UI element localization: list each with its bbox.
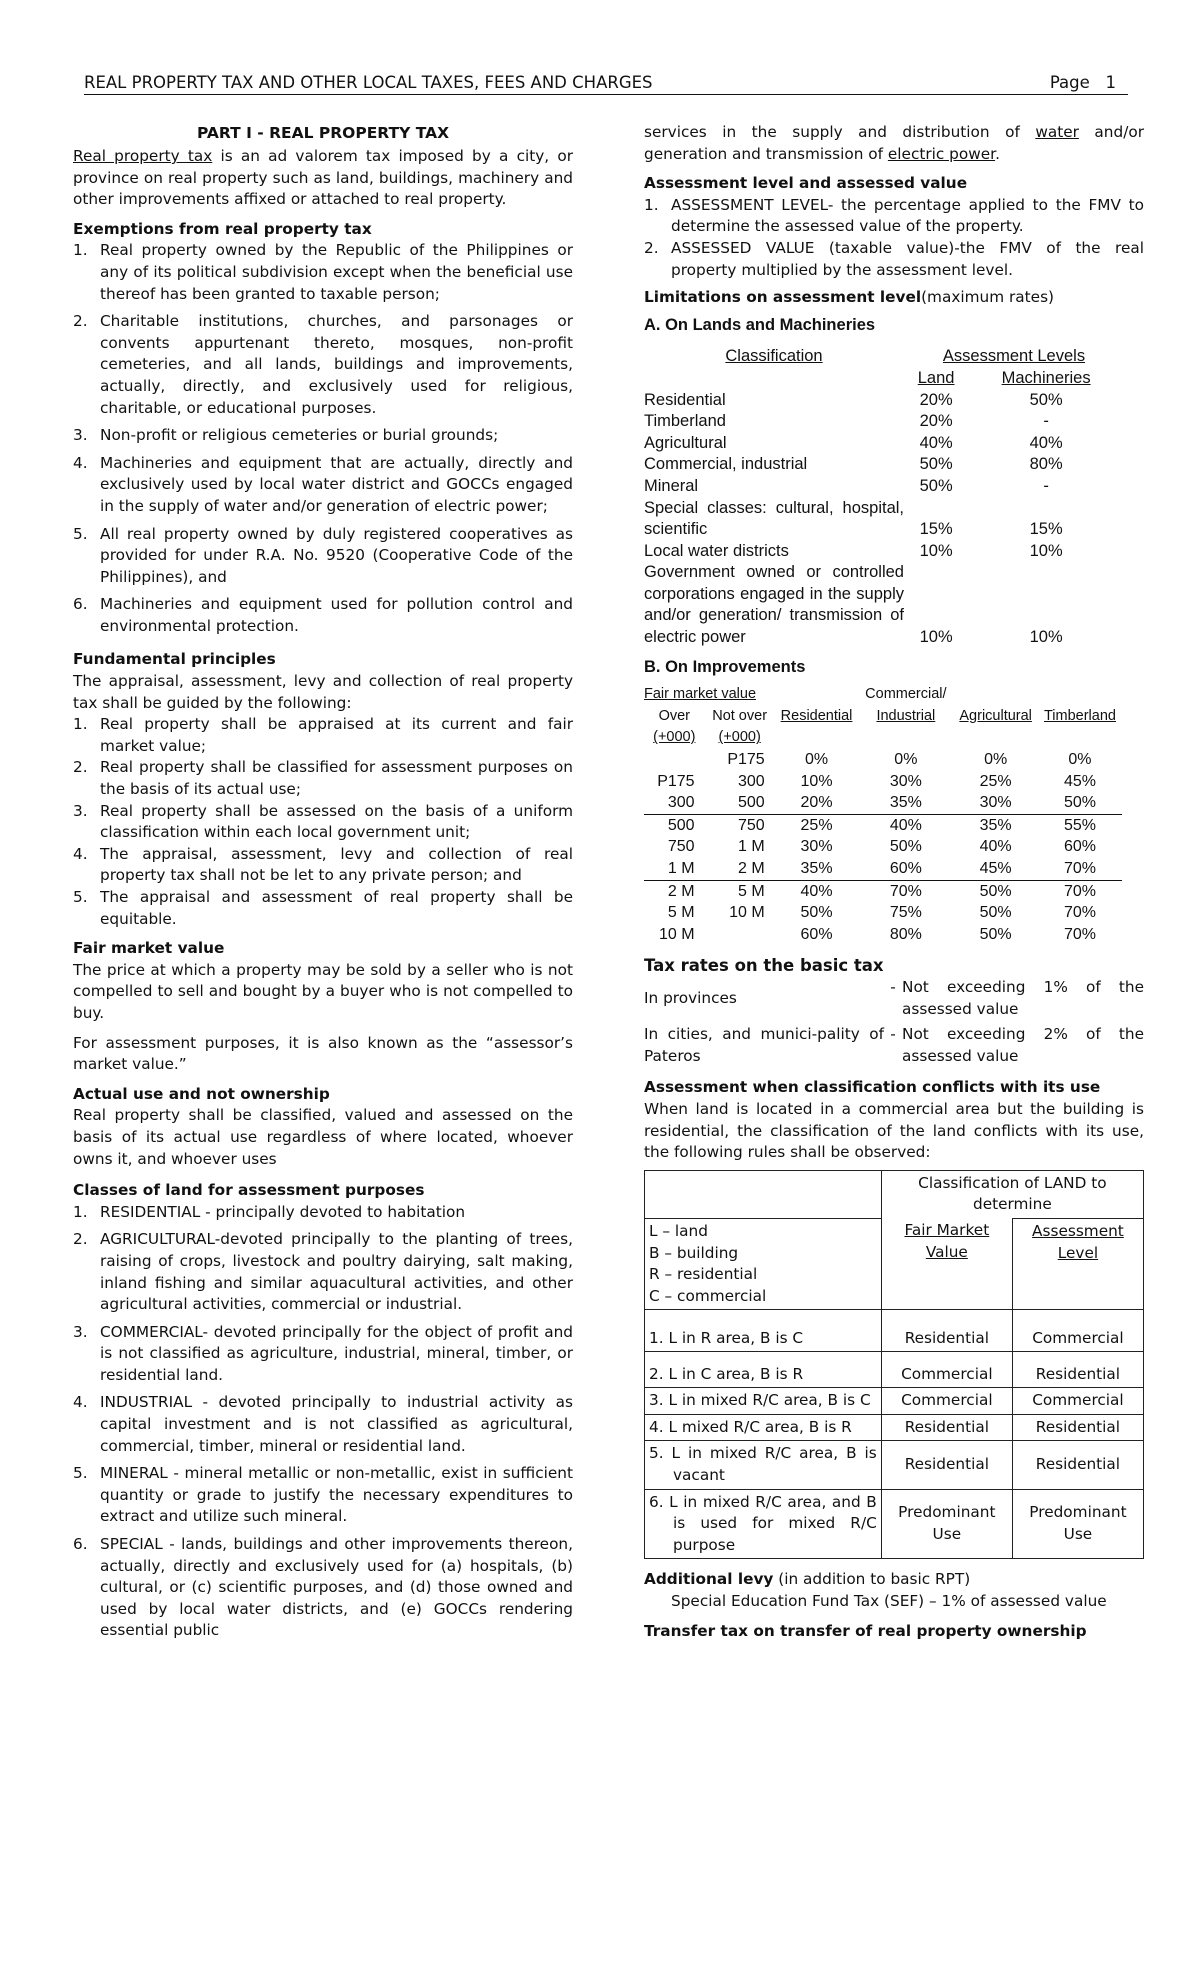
table-row: [644, 792, 1122, 814]
improvements-cell: 45%: [1063, 772, 1096, 790]
improvements-cell: [644, 749, 705, 771]
col-timberland: Timberland: [1043, 707, 1116, 724]
transfer-tax-heading: Transfer tax on transfer of real property ownership: [644, 1621, 1087, 1640]
case-cell: 5. L in mixed R/C area, B is vacant: [645, 1441, 882, 1489]
machineries-cell: 80%: [1029, 455, 1063, 474]
land-cell: 40%: [919, 433, 953, 452]
table-row: [644, 411, 1124, 433]
legend-item: R – residential: [649, 1265, 758, 1284]
table-row: [644, 814, 1122, 836]
improvements-cell: 300: [644, 792, 705, 814]
improvements-cell: 40%: [800, 882, 833, 900]
table-row: [644, 771, 1122, 793]
item-text: COMMERCIAL- devoted principally for the object of profit and is not classified as agriculture, industrial, mineral, timber, or residential land.: [100, 1322, 573, 1384]
additional-levy-heading: [644, 1569, 1144, 1591]
improvements-cell: 60%: [800, 925, 833, 943]
item-text: AGRICULTURAL-devoted principally to the planting of trees, raising of crops, livestock and poultry dairying, salt making, inland fishing and similar aquacultural activities, and other agricultural activities, commercial or industrial.: [100, 1230, 573, 1314]
item-text: Real property shall be appraised at its current and fair market value;: [100, 715, 573, 755]
improvements-cell: 0%: [984, 751, 1008, 769]
machineries-cell: -: [1043, 476, 1049, 495]
levy-title: Additional levy: [644, 1570, 774, 1589]
improvements-cell: 30%: [953, 792, 1038, 814]
actual-use-paragraph: Real property shall be classified, valued and assessed on the basis of its actual use regardless of where located, whoever owns it, and whoever uses: [73, 1106, 573, 1168]
item-text: Machineries and equipment that are actually, directly and exclusively used by local water district and GOCCs engaged in the supply of water and/or generation of electric power;: [100, 453, 573, 515]
classification-cell: Residential: [644, 390, 726, 409]
list-item: [73, 887, 573, 930]
improvements-cell: 50%: [800, 904, 833, 922]
assessment-level-cell: Predominant Use: [1012, 1489, 1143, 1559]
item-text: All real property owned by duly registered cooperatives as provided for under R.A. No. 9520 (Cooperative Code of the Philippines), and: [100, 524, 573, 586]
col-over: Over: [658, 707, 690, 724]
col-assessment-levels: Assessment Levels: [942, 347, 1086, 366]
improvements-cell: 70%: [889, 882, 922, 900]
classification-cell: Commercial, industrial: [644, 455, 808, 474]
improvements-cell: 25%: [800, 816, 833, 834]
classification-cell: Special classes: cultural, hospital, scientific: [644, 498, 904, 539]
part-title: PART I - REAL PROPERTY TAX: [196, 124, 450, 142]
actual-use-heading: Actual use and not ownership: [73, 1084, 330, 1103]
improvements-cell: 50%: [979, 904, 1012, 922]
header-title: REAL PROPERTY TAX AND OTHER LOCAL TAXES, FEES AND CHARGES: [84, 73, 653, 92]
improvements-cell: 750: [737, 816, 765, 834]
rate-dash: -: [890, 977, 896, 996]
machineries-cell: 10%: [1029, 541, 1063, 560]
item-number: 4.: [73, 1393, 88, 1412]
item-number: 6.: [73, 595, 88, 614]
table-row: [644, 476, 1124, 498]
table-row: [644, 924, 1122, 946]
improvements-cell: 5 M: [738, 882, 765, 900]
improvements-cell: 45%: [953, 858, 1038, 880]
item-text: SPECIAL - lands, buildings and other improvements thereon, actually, directly and exclusively used for (a) hospitals, (b) cultural, or (c) scientific purposes, and (d) those owned and used by local water districts, and (e) GOCCs rendering essential public: [100, 1535, 573, 1640]
improvements-cell: 40%: [889, 816, 922, 834]
fmv-cell: Commercial: [881, 1352, 1012, 1388]
term-water: water: [1035, 123, 1079, 141]
intro-paragraph: [73, 146, 573, 211]
assessment-level-list: [644, 195, 1144, 281]
col-classification: Classification: [725, 347, 823, 366]
improvements-cell: 300: [737, 772, 765, 790]
col-land: Land: [917, 368, 955, 387]
improvements-cell: 1 M: [738, 838, 765, 856]
rate-row: [644, 1020, 1144, 1067]
list-item: [73, 714, 573, 757]
table-row: [644, 454, 1124, 476]
case-cell: 6. L in mixed R/C area, and B is used for mixed R/C purpose: [645, 1489, 882, 1559]
conflict-heading: Assessment when classification conflicts with its use: [644, 1078, 1101, 1097]
improvements-cell: 70%: [1038, 858, 1122, 880]
table-row: [645, 1352, 1144, 1388]
land-cell: 50%: [919, 455, 953, 474]
improvements-cell: 40%: [979, 838, 1012, 856]
item-number: 1.: [644, 195, 659, 214]
item-text: The appraisal and assessment of real property shall be equitable.: [100, 888, 573, 928]
item-text: INDUSTRIAL - devoted principally to industrial activity as capital investment and is not classified as agricultural, commercial, timber, mineral or residential land.: [100, 1393, 573, 1455]
list-item: [73, 1392, 573, 1457]
improvements-cell: 60%: [1063, 838, 1096, 856]
item-text: Machineries and equipment used for pollution control and environmental protection.: [100, 595, 573, 635]
rate-row: [644, 977, 1144, 1020]
fmv-cell: Residential: [881, 1414, 1012, 1441]
list-item: [73, 757, 573, 800]
list-item: [644, 238, 1144, 281]
list-item: [73, 1229, 573, 1315]
item-text: Non-profit or religious cemeteries or burial grounds;: [100, 426, 499, 445]
improvements-cell: 55%: [1063, 816, 1096, 834]
col-fmv: Fair market value: [644, 686, 757, 703]
improvements-cell: 30%: [889, 772, 922, 790]
term-real-property-tax: Real property tax: [73, 147, 213, 165]
improvements-cell: 70%: [1063, 882, 1096, 900]
table-row: [644, 390, 1124, 412]
table-row: [644, 541, 1124, 563]
improvements-cell: 50%: [889, 838, 922, 856]
item-number: 5.: [73, 1464, 88, 1483]
item-text: Real property shall be assessed on the basis of a uniform classification within each local government unit;: [100, 801, 573, 842]
improvements-table: [644, 684, 1122, 945]
assessment-level-cell: Commercial: [1012, 1310, 1143, 1352]
item-number: 6.: [73, 1535, 88, 1554]
legend-item: B – building: [649, 1243, 739, 1262]
list-item: [73, 1322, 573, 1387]
table-row: [645, 1414, 1144, 1441]
list-item: [73, 425, 573, 447]
col-commercial-top: Commercial/: [865, 686, 947, 703]
classification-conflict-table: [644, 1170, 1144, 1560]
legend-item: C – commercial: [649, 1286, 767, 1305]
table-row: [644, 433, 1124, 455]
improvements-cell: 75%: [889, 904, 922, 922]
table-row: [644, 836, 1122, 858]
limitations-title: Limitations on assessment level: [644, 288, 922, 307]
improvements-cell: 35%: [858, 792, 953, 814]
legend-item: L – land: [649, 1221, 708, 1240]
list-item: [73, 311, 573, 419]
intro-text: is an ad valorem tax imposed by a city, or province on real property such as land, buildings, machinery and other improvements affixed or attached to real property.: [73, 147, 574, 209]
limitations-heading: [644, 287, 1144, 309]
improvements-cell: 35%: [775, 858, 859, 880]
cont-text: and/or generation and transmission of: [644, 123, 1144, 163]
improvements-cell: 80%: [889, 925, 922, 943]
table-row: [644, 880, 1122, 902]
item-number: 2.: [73, 1230, 88, 1249]
legend-cell: [645, 1218, 882, 1309]
improvements-cell: 35%: [979, 816, 1012, 834]
item-number: 5.: [73, 888, 88, 906]
col-industrial: Industrial: [876, 707, 936, 724]
improvements-cell: 10 M: [729, 904, 765, 922]
machineries-cell: 10%: [1029, 628, 1063, 647]
principles-list: [73, 714, 573, 930]
fmv-heading: Fair market value: [73, 939, 225, 958]
levy-paragraph: Special Education Fund Tax (SEF) – 1% of assessed value: [671, 1592, 1107, 1611]
item-number: 5.: [73, 524, 88, 543]
table-row: [645, 1441, 1144, 1489]
item-text: Real property owned by the Republic of the Philippines or any of its political subdivision except when the beneficial use thereof has been granted to taxable person;: [100, 241, 573, 303]
assessment-level-cell: Residential: [1012, 1352, 1143, 1388]
item-number: 2.: [73, 312, 88, 331]
case-cell: 2. L in C area, B is R: [645, 1352, 882, 1388]
assessment-level-cell: Commercial: [1012, 1388, 1143, 1415]
item-number: 1.: [73, 241, 88, 260]
tax-rates-heading: Tax rates on the basic tax: [644, 956, 884, 976]
col-not-over-unit: (+000): [718, 729, 761, 746]
item-text: Charitable institutions, churches, and parsonages or convents appurtenant thereto, mosques, non-profit cemeteries, and all lands, buildings and improvements, actually, directly, and exclusively used for religious, charitable, or educational purposes.: [100, 312, 573, 417]
levy-sub: (in addition to basic RPT): [773, 1570, 971, 1589]
classification-cell: Local water districts: [644, 541, 789, 560]
exemptions-heading: Exemptions from real property tax: [73, 219, 372, 238]
list-item: [73, 844, 573, 887]
col-residential: Residential: [780, 707, 853, 724]
table-row: [645, 1310, 1144, 1352]
item-text: The appraisal, assessment, levy and collection of real property tax shall not be let to any private person; and: [100, 844, 573, 885]
item-number: 4.: [73, 453, 88, 472]
land-cell: 20%: [919, 390, 953, 409]
col-over-unit: (+000): [653, 729, 696, 746]
improvements-cell: 70%: [1063, 925, 1096, 943]
list-item: [73, 240, 573, 305]
page-header: [84, 72, 1128, 95]
item-number: 3.: [73, 426, 88, 445]
improvements-cell: 2 M: [705, 858, 775, 880]
item-text: RESIDENTIAL - principally devoted to habitation: [100, 1202, 466, 1221]
classification-cell: Timberland: [644, 412, 726, 431]
list-item: [73, 801, 573, 844]
classes-heading: Classes of land for assessment purposes: [73, 1181, 425, 1200]
improvements-cell: 5 M: [667, 904, 695, 922]
assessment-level-cell: Residential: [1012, 1441, 1143, 1489]
machineries-cell: 40%: [1029, 433, 1063, 452]
list-item: [644, 195, 1144, 238]
page-number: Page 1: [1049, 73, 1116, 92]
improvements-cell: 50%: [979, 882, 1012, 900]
continued-paragraph: [644, 122, 1144, 165]
lands-machineries-table: [644, 346, 1124, 648]
col-classification-of-land: Classification of LAND to determine: [881, 1170, 1143, 1218]
improvements-heading: B. On Improvements: [644, 657, 806, 676]
list-item: [73, 453, 573, 518]
land-cell: 50%: [919, 476, 953, 495]
table-row: [645, 1489, 1144, 1559]
land-cell: 10%: [919, 541, 953, 560]
table-row: [644, 498, 1124, 541]
improvements-cell: 500: [705, 792, 775, 814]
table-row: [644, 902, 1122, 924]
fmv-cell: Residential: [881, 1310, 1012, 1352]
table-row: [645, 1388, 1144, 1415]
machineries-cell: 15%: [1029, 520, 1063, 539]
rate-location: In provinces: [644, 988, 737, 1007]
improvements-cell: 0%: [1068, 751, 1092, 769]
item-number: 1.: [73, 1202, 88, 1221]
list-item: [73, 594, 573, 637]
machineries-cell: 50%: [1029, 390, 1063, 409]
item-text: MINERAL - mineral metallic or non-metallic, exist in sufficient quantity or grade to justify the necessary expenditures to extract and utilize such mineral.: [100, 1464, 573, 1526]
item-text: ASSESSED VALUE (taxable value)-the FMV of the real property multiplied by the assessment level.: [671, 238, 1144, 279]
fmv-paragraph-2: For assessment purposes, it is also known as the “assessor’s market value.”: [73, 1033, 573, 1074]
land-cell: 15%: [919, 520, 953, 539]
machineries-cell: -: [1043, 412, 1049, 431]
rate-value: Not exceeding 1% of the assessed value: [902, 977, 1144, 1018]
item-text: Real property shall be classified for assessment purposes on the basis of its actual use;: [100, 758, 573, 799]
rate-value: Not exceeding 2% of the assessed value: [902, 1025, 1144, 1065]
improvements-cell: 1 M: [644, 858, 705, 880]
item-number: 2.: [73, 758, 88, 777]
land-cell: 20%: [919, 412, 953, 431]
case-cell: 3. L in mixed R/C area, B is C: [645, 1388, 882, 1415]
fmv-cell: Predominant Use: [881, 1489, 1012, 1559]
improvements-cell: 30%: [800, 838, 833, 856]
improvements-cell: 0%: [804, 751, 829, 769]
improvements-cell: 70%: [1063, 904, 1096, 922]
improvements-cell: P175: [727, 751, 765, 769]
improvements-cell: [705, 924, 775, 946]
col-fair-market-value: Fair Market Value: [904, 1221, 990, 1261]
improvements-cell: 10 M: [659, 925, 695, 943]
improvements-cell: P175: [657, 772, 695, 790]
fmv-cell: Residential: [881, 1441, 1012, 1489]
item-number: 3.: [73, 801, 88, 820]
assessment-level-heading: Assessment level and assessed value: [644, 174, 968, 193]
limitations-sub: (maximum rates): [921, 288, 1055, 307]
list-item: [73, 1202, 573, 1224]
assessment-level-cell: Residential: [1012, 1414, 1143, 1441]
item-text: ASSESSMENT LEVEL- the percentage applied to the FMV to determine the assessed value of the property.: [671, 195, 1144, 236]
table-row: [644, 562, 1124, 648]
improvements-cell: 50%: [1038, 792, 1122, 814]
rate-dash: -: [890, 1025, 896, 1044]
col-not-over: Not over: [712, 707, 768, 724]
cont-text: .: [995, 144, 1000, 163]
item-number: 1.: [73, 715, 88, 734]
improvements-cell: 20%: [775, 792, 859, 814]
rate-location: In cities, and munici-pality of Pateros: [644, 1025, 884, 1065]
list-item: [73, 524, 573, 589]
table-row: [644, 749, 1122, 771]
col-machineries: Machineries: [1001, 368, 1091, 387]
classification-cell: Agricultural: [644, 433, 727, 452]
item-number: 2.: [644, 238, 659, 257]
improvements-cell: 750: [667, 838, 695, 856]
improvements-cell: 2 M: [667, 882, 695, 900]
cont-text: services in the supply and distribution of: [644, 123, 1036, 141]
classes-list: [73, 1202, 573, 1642]
improvements-cell: 25%: [979, 772, 1012, 790]
conflict-paragraph: When land is located in a commercial area but the building is residential, the classification of the land conflicts with its use, the following rules shall be observed:: [644, 1099, 1144, 1162]
improvements-cell: 50%: [979, 925, 1012, 943]
left-column: [73, 122, 573, 1648]
classification-cell: Government owned or controlled corporations engaged in the supply and/or generation/ transmission of electric power: [644, 563, 904, 647]
list-item: [73, 1534, 573, 1642]
lands-heading: A. On Lands and Machineries: [644, 315, 876, 334]
col-assessment-level: Assessment Level: [1032, 1221, 1124, 1262]
improvements-cell: 500: [667, 816, 695, 834]
improvements-cell: 60%: [858, 858, 953, 880]
case-cell: 4. L mixed R/C area, B is R: [645, 1414, 882, 1441]
tax-rates-table: [644, 977, 1144, 1067]
term-electric-power: electric power: [887, 144, 996, 163]
list-item: [73, 1463, 573, 1528]
principles-heading: Fundamental principles: [73, 650, 276, 669]
principles-intro: The appraisal, assessment, levy and collection of real property tax shall be guided by the following:: [73, 672, 573, 712]
fmv-cell: Commercial: [881, 1388, 1012, 1415]
right-column: [644, 122, 1144, 1642]
exemptions-list: [73, 240, 573, 637]
land-cell: 10%: [919, 628, 953, 647]
case-cell: 1. L in R area, B is C: [645, 1310, 882, 1352]
improvements-cell: 0%: [894, 751, 918, 769]
fmv-paragraph: The price at which a property may be sold by a seller who is not compelled to sell and bought by a buyer who is not compelled to buy.: [73, 960, 573, 1022]
classification-cell: Mineral: [644, 476, 699, 495]
improvements-cell: 10%: [800, 772, 833, 790]
col-agricultural: Agricultural: [959, 707, 1032, 724]
table-row: [644, 858, 1122, 880]
item-number: 3.: [73, 1322, 88, 1341]
item-number: 4.: [73, 844, 88, 863]
